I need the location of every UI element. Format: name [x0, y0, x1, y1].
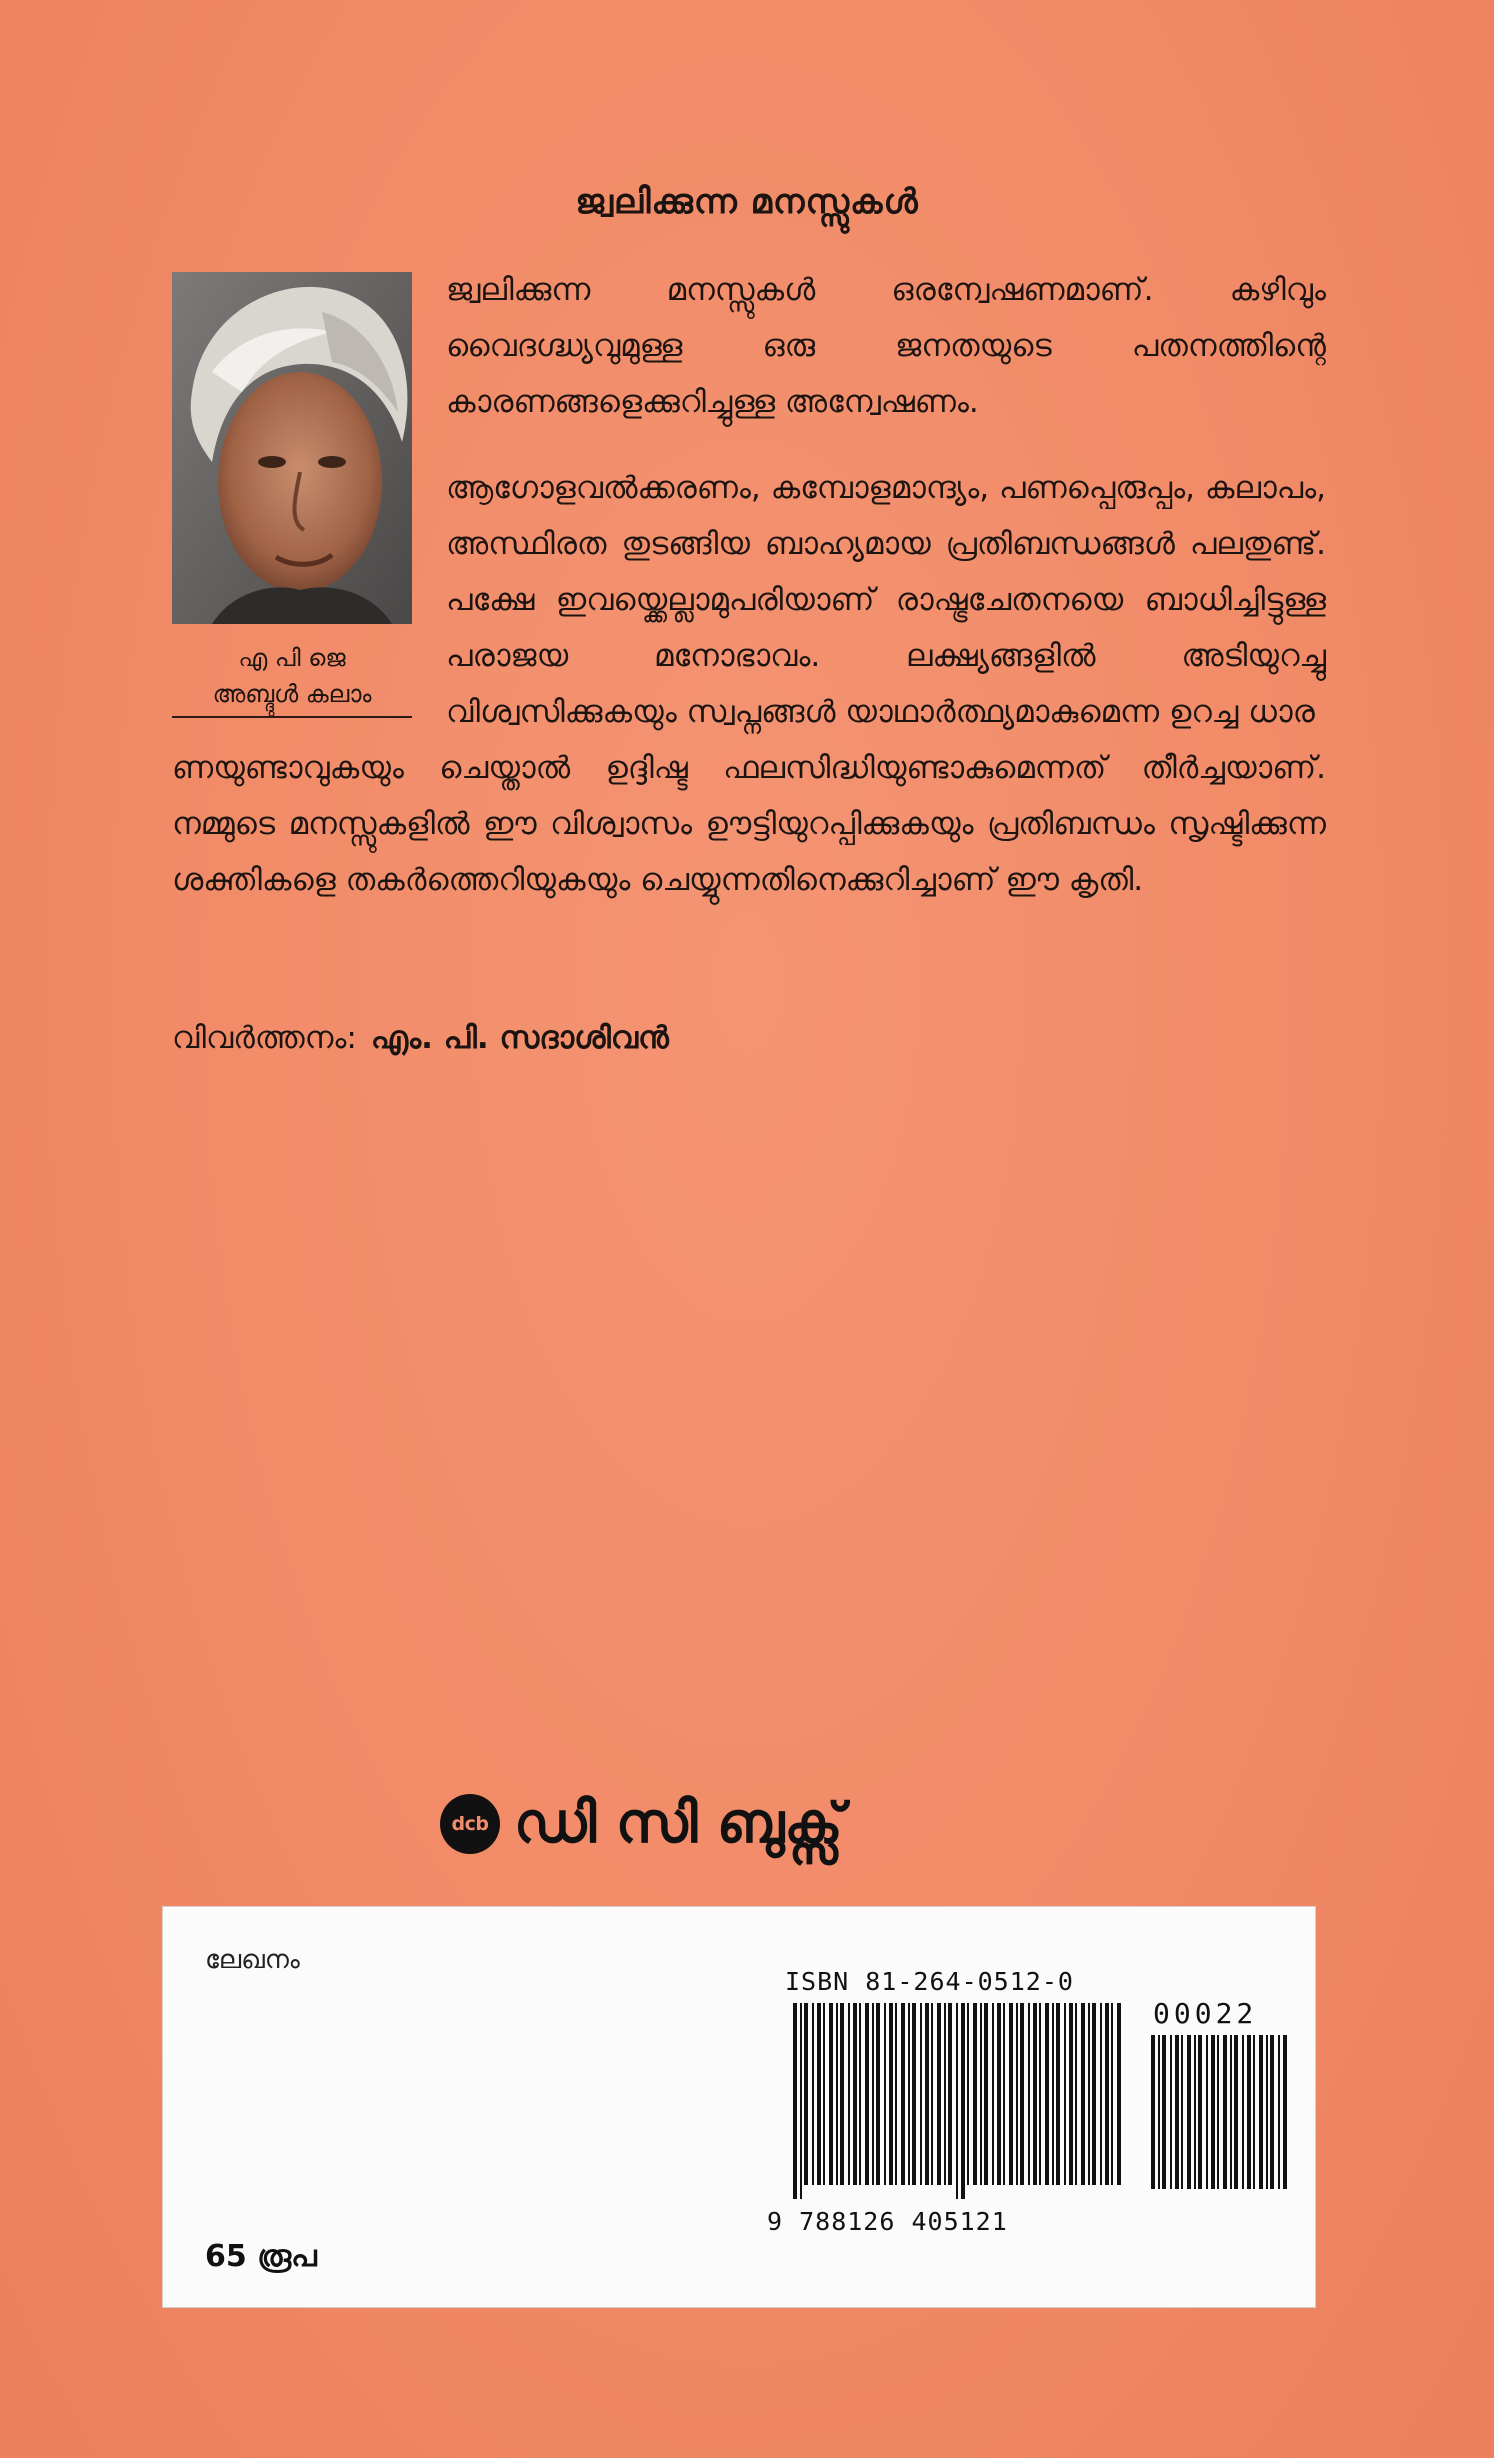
dcb-logo-icon: dcb [440, 1794, 500, 1854]
barcode-bar [812, 2003, 814, 2185]
barcode-bar [884, 2003, 886, 2185]
barcode-bar [840, 2003, 844, 2185]
publisher-brand [440, 1784, 843, 1864]
barcode-bar [1270, 2035, 1274, 2189]
isbn-barcode [793, 2003, 1123, 2199]
barcode-bar [961, 2003, 965, 2199]
barcode-bar [925, 2003, 929, 2185]
price-label: 65 രൂപ [205, 2239, 317, 2274]
barcode-bar [800, 2003, 802, 2199]
blurb-paragraph-2-lower: ണയുണ്ടാവുകയും ചെയ്താൽ ഉദ്ദിഷ്ട ഫലസിദ്ധിയുണ്ടാകുമെന്നത് തീർച്ചയാണ്. നമ്മുടെ മനസ്സുകളിൽ ഈ വിശ്വാസം ഊട്ടിയുറപ്പിക്കുകയും പ്രതിബന്ധം സൃഷ്ടിക്കുന്ന ശക്തികളെ തകർത്തെറിയുകയും ചെയ്യുന്നതിനെക്കുറിച്ചാണ് ഈ കൃതി. [172, 750, 1326, 898]
barcode-bar [1206, 2035, 1208, 2189]
barcode-bar [1175, 2035, 1179, 2189]
barcode-bar [829, 2003, 833, 2185]
barcode-bar [1230, 2035, 1232, 2189]
barcode-bar [1045, 2003, 1049, 2185]
category-label: ലേഖനം [205, 1945, 300, 1975]
barcode-bar [931, 2003, 933, 2185]
barcode-bar [1105, 2003, 1109, 2185]
barcode-bar [1170, 2035, 1172, 2189]
barcode-bar [937, 2003, 941, 2185]
barcode-bar [1056, 2003, 1060, 2185]
barcode-bar [1181, 2035, 1183, 2189]
barcode-bar [1266, 2035, 1268, 2189]
barcode-bar [889, 2003, 893, 2185]
barcode-digits: 9 788126 405121 [767, 2207, 1008, 2236]
barcode-bar [912, 2003, 916, 2185]
barcode-bar [872, 2003, 874, 2185]
barcode-bar [1247, 2035, 1251, 2189]
barcode-bar [1075, 2003, 1077, 2185]
barcode-bar [1092, 2003, 1096, 2185]
barcode-bar [848, 2003, 850, 2185]
barcode-bar [1259, 2035, 1263, 2189]
barcode-bar [973, 2003, 977, 2185]
barcode-bar [804, 2003, 808, 2185]
barcode-bar [817, 2003, 821, 2185]
blurb-paragraph-1: ജ്വലിക്കുന്ന മനസ്സുകൾ ഒരന്വേഷണമാണ്. കഴിവും വൈദഗ്ദ്ധ്യവുമുള്ള ഒരു ജനതയുടെ പതനത്തിന്റെ കാരണങ്ങളെക്കുറിച്ചുള്ള അന്വേഷണം. [446, 272, 1326, 420]
translator-name: എം. പി. സദാശിവൻ [370, 1020, 669, 1056]
barcode-bar [1158, 2035, 1160, 2189]
barcode-bar [1100, 2003, 1102, 2185]
author-caption-line2: അബ്ദുൾ കലാം [212, 680, 372, 708]
barcode-bar [853, 2003, 857, 2185]
barcode-bar [997, 2003, 1001, 2185]
caption-divider [172, 716, 412, 718]
barcode-bar [920, 2003, 922, 2185]
barcode-bar [895, 2003, 897, 2185]
barcode-bar [1081, 2003, 1085, 2185]
barcode-bar [901, 2003, 905, 2185]
barcode-bar [1217, 2035, 1219, 2189]
barcode-bar [1016, 2003, 1018, 2185]
barcode-bar [1242, 2035, 1244, 2189]
translator-label: വിവർത്തനം: [172, 1020, 357, 1056]
addon-barcode [1151, 2035, 1291, 2203]
barcode-bar [1009, 2003, 1013, 2185]
barcode-bar [1198, 2035, 1202, 2189]
barcode-bar [859, 2003, 861, 2185]
barcode-bar [1039, 2003, 1041, 2185]
barcode-bar [823, 2003, 825, 2185]
author-caption-line1: എ പി ജെ [238, 644, 346, 672]
barcode-bar [1151, 2035, 1155, 2189]
barcode-panel [162, 1906, 1316, 2308]
barcode-bar [836, 2003, 838, 2185]
barcode-bar [1033, 2003, 1037, 2185]
barcode-bar [1278, 2035, 1280, 2189]
barcode-bar [1162, 2035, 1166, 2189]
barcode-bar [956, 2003, 958, 2199]
barcode-bar [948, 2003, 952, 2185]
barcode-bar [1223, 2035, 1227, 2189]
barcode-bar [967, 2003, 969, 2185]
barcode-bar [865, 2003, 869, 2185]
addon-code: 00022 [1153, 1997, 1258, 2030]
barcode-bar [1028, 2003, 1030, 2185]
barcode-bar [1003, 2003, 1005, 2185]
author-photo [172, 272, 412, 624]
blurb-paragraph-2-upper: ആഗോളവൽക്കരണം, കമ്പോളമാന്ദ്യം, പണപ്പെരുപ്പം, കലാപം, അസ്ഥിരത തുടങ്ങിയ ബാഹ്യമായ പ്രതിബന്ധങ്ങൾ പലതുണ്ട്. പക്ഷേ ഇവയ്ക്കെല്ലാമുപരിയാണ് രാഷ്ട്രചേതനയെ ബാധിച്ചിട്ടുള്ള പരാജയ മനോഭാവം. ലക്ഷ്യങ്ങളിൽ അടിയുറച്ചു വിശ്വസിക്കുകയും സ്വപ്നങ്ങൾ യാഥാർത്ഥ്യമാകുമെന്ന ഉറച്ച ധാര [446, 470, 1326, 730]
barcode-bar [944, 2003, 946, 2185]
barcode-bar [992, 2003, 994, 2185]
isbn-text: ISBN 81-264-0512-0 [785, 1967, 1074, 1996]
barcode-bar [793, 2003, 797, 2199]
barcode-bar [908, 2003, 910, 2185]
barcode-bar [1187, 2035, 1191, 2189]
barcode-bar [1253, 2035, 1255, 2189]
translator-credit [172, 1010, 669, 1066]
barcode-bar [1111, 2003, 1113, 2185]
barcode-bar [1088, 2003, 1090, 2185]
barcode-bar [980, 2003, 982, 2185]
barcode-bar [1052, 2003, 1054, 2185]
publisher-name: ഡി സി ബുക്സ് [514, 1791, 843, 1856]
barcode-bar [984, 2003, 988, 2185]
barcode-bar [1117, 2003, 1121, 2185]
author-caption [172, 640, 412, 712]
barcode-bar [1064, 2003, 1066, 2185]
barcode-bar [1234, 2035, 1238, 2189]
barcode-bar [1069, 2003, 1073, 2185]
barcode-bar [1194, 2035, 1196, 2189]
barcode-bar [876, 2003, 880, 2185]
barcode-bar [1283, 2035, 1287, 2189]
barcode-bar [1211, 2035, 1215, 2189]
barcode-bar [1020, 2003, 1024, 2185]
book-title: ജ്വലിക്കുന്ന മനസ്സുകൾ [575, 182, 919, 222]
